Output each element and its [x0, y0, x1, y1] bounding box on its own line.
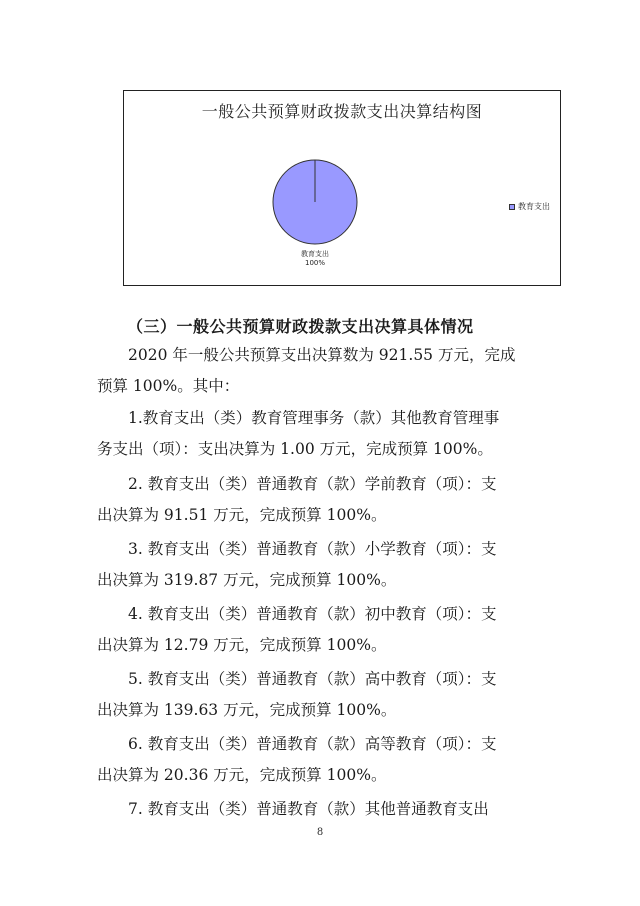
paragraph-line: 出决算为 139.63 万元，完成预算 100%。 [97, 701, 397, 719]
pie-chart-canvas [124, 91, 560, 285]
paragraph-line: 6. 教育支出（类）普通教育（款）高等教育（项）：支 [128, 735, 497, 753]
paragraph-line: 7. 教育支出（类）普通教育（款）其他普通教育支出 [128, 800, 489, 818]
pie-slice-label-percent: 100% [304, 259, 326, 267]
paragraph-line: 2020 年一般公共预算支出决算数为 921.55 万元，完成 [128, 346, 516, 364]
paragraph-line: 5. 教育支出（类）普通教育（款）高中教育（项）：支 [128, 670, 497, 688]
chart-legend [509, 201, 550, 212]
chart-title: 一般公共预算财政拨款支出决算结构图 [201, 102, 483, 121]
paragraph-line: 4. 教育支出（类）普通教育（款）初中教育（项）：支 [128, 605, 497, 623]
paragraph-line: 1.教育支出（类）教育管理事务（款）其他教育管理事 [128, 409, 500, 427]
paragraph-item-2 [97, 469, 545, 531]
paragraph-item-1 [97, 403, 545, 465]
paragraph-line: 出决算为 12.79 万元，完成预算 100%。 [97, 636, 387, 654]
paragraph-item-7 [97, 794, 545, 825]
paragraph-line: 务支出（项）：支出决算为 1.00 万元，完成预算 100%。 [97, 440, 493, 458]
legend-label: 教育支出 [518, 202, 550, 211]
paragraph-line: 2. 教育支出（类）普通教育（款）学前教育（项）：支 [128, 475, 497, 493]
pie-slice-label-name: 教育支出 [301, 250, 329, 258]
paragraph-item-4 [97, 599, 545, 661]
paragraph-item-6 [97, 729, 545, 791]
paragraph-item-5 [97, 664, 545, 726]
paragraph-total [97, 340, 545, 402]
pie-chart [123, 90, 561, 286]
paragraph-line: 预算 100%。其中： [97, 377, 240, 395]
paragraph-line: 出决算为 91.51 万元，完成预算 100%。 [97, 506, 387, 524]
section-heading: （三）一般公共预算财政拨款支出决算具体情况 [127, 317, 474, 336]
paragraph-line: 出决算为 20.36 万元，完成预算 100%。 [97, 766, 387, 784]
legend-swatch [509, 204, 515, 210]
paragraph-line: 出决算为 319.87 万元，完成预算 100%。 [97, 571, 397, 589]
page-number: 8 [316, 827, 324, 838]
paragraph-line: 3. 教育支出（类）普通教育（款）小学教育（项）：支 [128, 540, 497, 558]
paragraph-item-3 [97, 534, 545, 596]
